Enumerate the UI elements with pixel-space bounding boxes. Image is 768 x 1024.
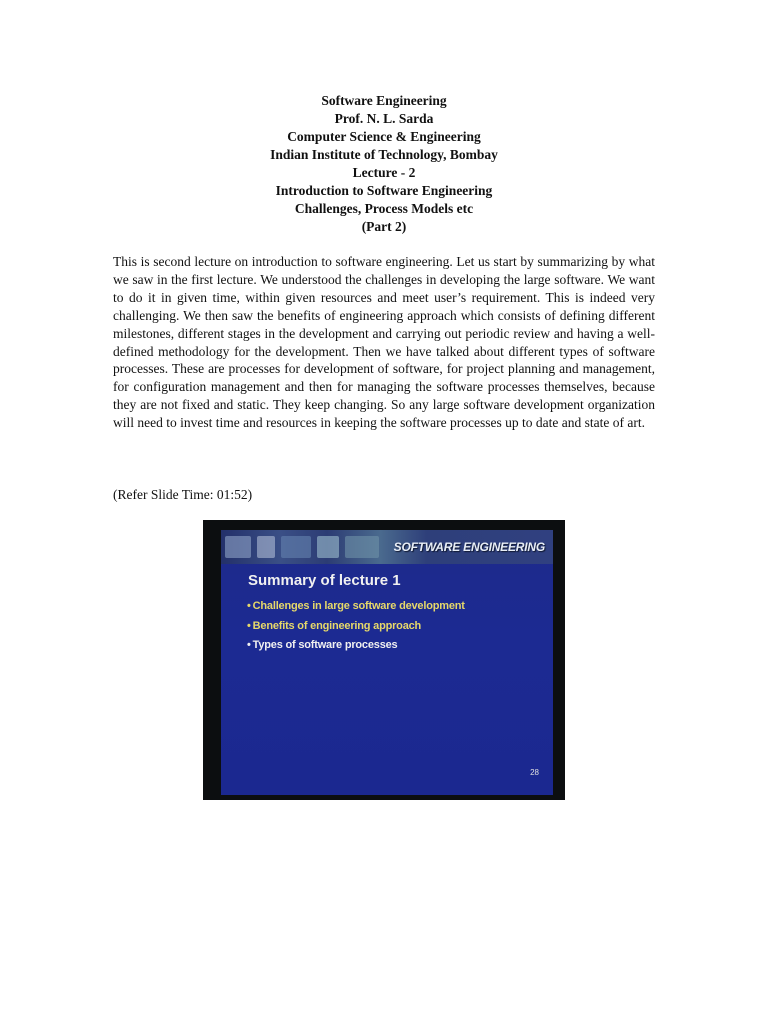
slide-banner (221, 530, 553, 564)
banner-decoration (257, 536, 275, 558)
slide-bullet: • Benefits of engineering approach (247, 617, 465, 637)
slide-page-number: 28 (530, 768, 539, 777)
slide-bullet: • Challenges in large software development (247, 597, 465, 617)
lecture-part: (Part 2) (361, 219, 407, 234)
slide-title: Summary of lecture 1 (248, 572, 401, 589)
slide-content (221, 530, 553, 795)
professor-name: Prof. N. L. Sarda (334, 111, 434, 126)
course-title: Software Engineering (321, 93, 447, 108)
lecture-slide-image (203, 520, 565, 800)
document-header (0, 92, 768, 236)
lecture-title: Introduction to Software Engineering (275, 183, 493, 198)
slide-bullet: • Types of software processes (247, 636, 465, 656)
banner-decoration (317, 536, 339, 558)
body-paragraph: This is second lecture on introduction to software engineering. Let us start by summarizing by what we saw in the first lecture. We understood the challenges in developing the large software. We want to do it in given time, within given resources and meet user’s requirement. This is indeed very challenging. We then saw the benefits of engineering approach which consists of defining different milestones, different stages in the development and carrying out periodic review and having a well-defined methodology for the development. Then we have talked about different types of software processes. These are processes for development of software, for project planning and management, for configuration management and then for managing the software processes themselves, because they are not fixed and static. They keep changing. So any large software development organization will need to invest time and resources in keeping the software processes up to date and state of art. (113, 254, 655, 431)
institute: Indian Institute of Technology, Bombay (270, 147, 498, 162)
lecture-number: Lecture - 2 (352, 165, 416, 180)
lecture-subtitle: Challenges, Process Models etc (294, 201, 474, 216)
department: Computer Science & Engineering (287, 129, 481, 144)
banner-decoration (345, 536, 379, 558)
banner-decoration (281, 536, 311, 558)
slide-bullet-list (247, 597, 465, 656)
refer-slide-time: (Refer Slide Time: 01:52) (113, 487, 253, 502)
banner-title: SOFTWARE ENGINEERING (393, 540, 545, 554)
banner-decoration (225, 536, 251, 558)
